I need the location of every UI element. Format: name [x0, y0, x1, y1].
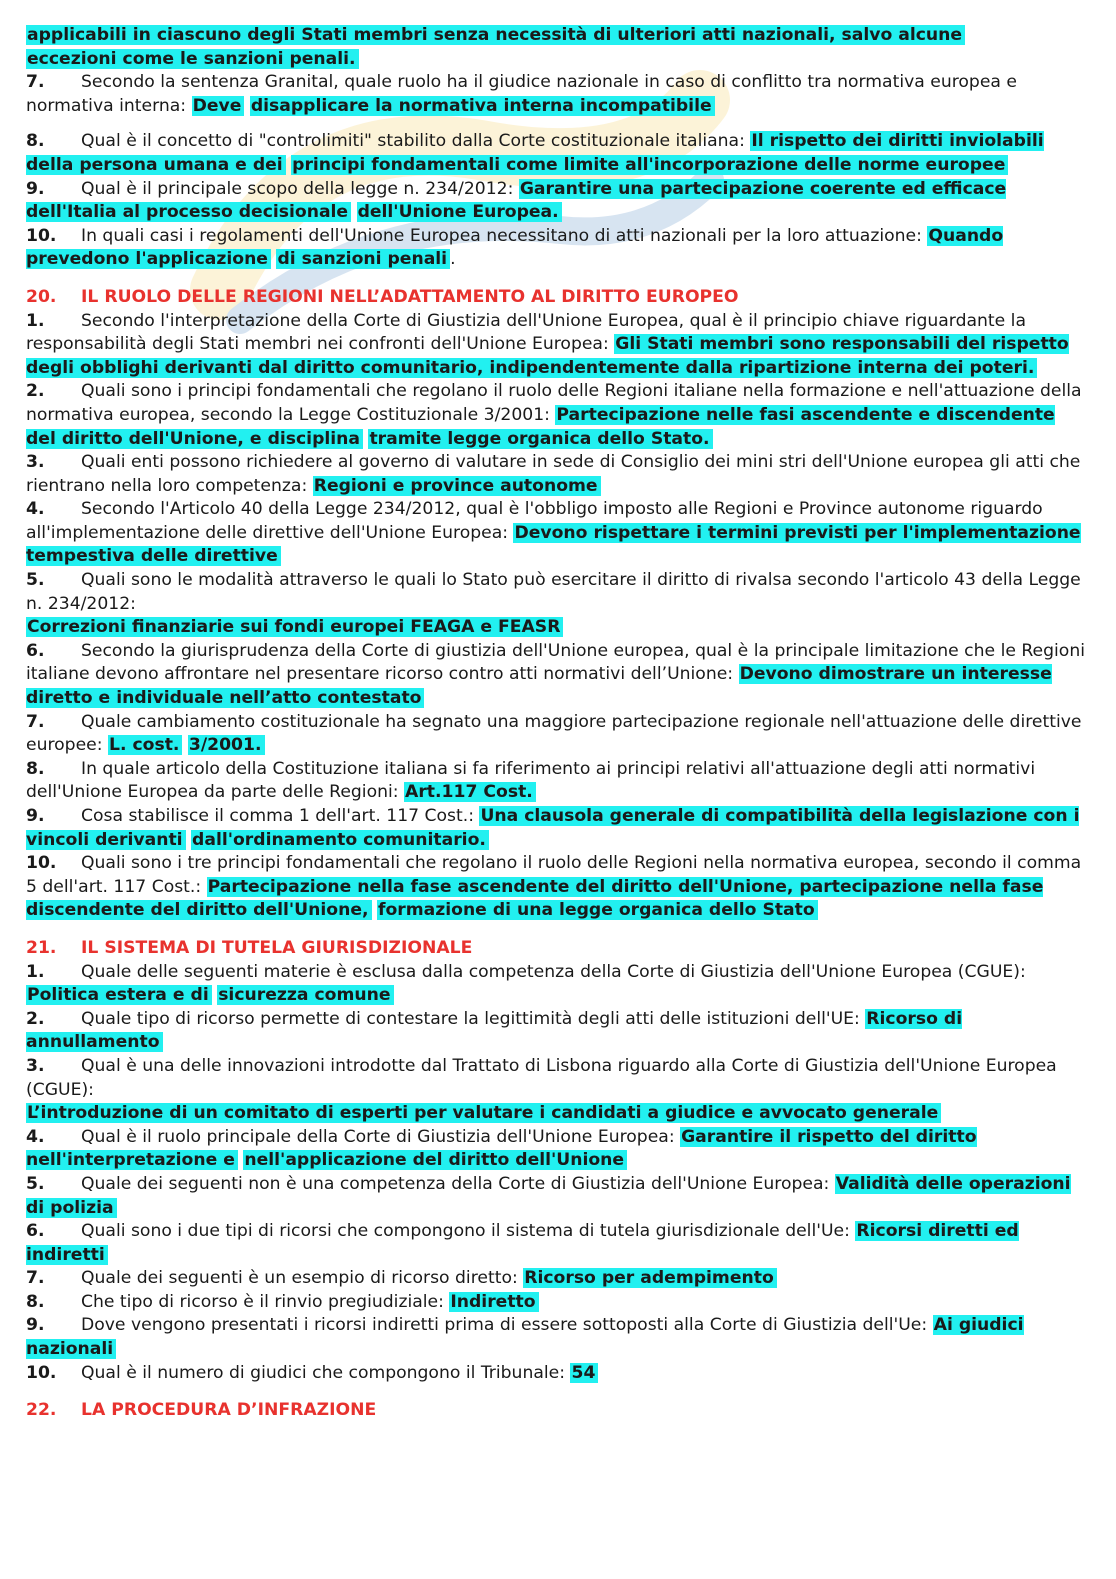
question-number: 7.	[26, 72, 45, 93]
answer-highlight: L. cost.	[108, 735, 182, 755]
question-text: In quali casi i regolamenti dell'Unione Europea necessitano di atti nazionali per la loro attuazione:	[81, 225, 928, 246]
answer-highlight: Il rispetto dei diritti inviolabili della persona umana e dei	[26, 131, 1044, 175]
question-number: 4.	[26, 499, 45, 520]
question-number: 6.	[26, 640, 45, 661]
section-number: 20.	[26, 286, 57, 307]
question-text: Che tipo di ricorso è il rinvio pregiudiziale:	[81, 1291, 450, 1312]
answer-highlight: disapplicare la normativa interna incompatibile	[250, 96, 715, 116]
question-item	[26, 805, 1090, 852]
question-item	[26, 498, 1090, 569]
section-title-20	[26, 286, 1090, 310]
answer-tail: .	[450, 249, 456, 270]
section-title-text: LA PROCEDURA D’INFRAZIONE	[81, 1400, 377, 1421]
answer-highlight: 3/2001.	[188, 735, 265, 755]
question-number: 8.	[26, 758, 45, 779]
question-number: 1.	[26, 961, 45, 982]
question-item	[26, 640, 1090, 711]
answer-highlight: Una clausola generale di compatibilità della legislazione con i vincoli derivanti	[26, 806, 1080, 850]
question-item	[26, 1126, 1090, 1173]
answer-highlight: dell'Unione Europea.	[357, 202, 562, 222]
question-text: Quale delle seguenti materie è esclusa dalla competenza della Corte di Giustizia dell'Unione Europea (CGUE):	[81, 961, 1026, 982]
question-item	[26, 71, 1090, 118]
question-text: Quali sono i due tipi di ricorsi che compongono il sistema di tutela giurisdizionale dell'Ue:	[81, 1221, 856, 1242]
answer-highlight: dall'ordinamento comunitario.	[191, 830, 489, 850]
question-item	[26, 1362, 1090, 1386]
question-text: Quali enti possono richiedere al governo di valutare in sede di Consiglio dei mini stri dell'Unione europea gli atti che rientrano nella loro competenza:	[26, 452, 1081, 496]
answer-highlight: Gli Stati membri sono responsabili del rispetto degli obblighi derivanti dal diritto comunitario, indipendentemente dalla ripartizione interna dei poteri.	[26, 334, 1069, 378]
question-number: 1.	[26, 310, 45, 331]
question-number: 3.	[26, 1055, 45, 1076]
question-text: Qual è il numero di giudici che compongono il Tribunale:	[81, 1362, 571, 1383]
answer-highlight: formazione di una legge organica dello Stato	[377, 900, 818, 920]
question-number: 2.	[26, 381, 45, 402]
section-title-21	[26, 937, 1090, 961]
question-number: 8.	[26, 131, 45, 152]
question-number: 5.	[26, 570, 45, 591]
answer-highlight: Validità delle operazioni di polizia	[26, 1173, 1071, 1218]
question-number: 10.	[26, 1362, 57, 1383]
answer-highlight: Garantire il rispetto del diritto nell'interpretazione e	[26, 1126, 977, 1171]
answer-highlight: Regioni e province autonome	[313, 476, 601, 496]
question-item	[26, 1267, 1090, 1291]
question-text: Quale dei seguenti è un esempio di ricorso diretto:	[81, 1268, 524, 1289]
question-text: Qual è il ruolo principale della Corte di Giustizia dell'Unione Europea:	[81, 1126, 681, 1147]
question-number: 6.	[26, 1221, 45, 1242]
question-text: In quale articolo della Costituzione italiana si fa riferimento ai principi relativi all'attuazione degli atti normativi dell'Unione Europea da parte delle Regioni:	[26, 758, 1036, 803]
answer-highlight: Ai giudici nazionali	[26, 1315, 1024, 1360]
question-number: 10.	[26, 225, 57, 246]
question-text: Quale cambiamento costituzionale ha segnato una maggiore partecipazione regionale nell'attuazione delle direttive europee:	[26, 711, 1082, 756]
question-item	[26, 961, 1090, 1008]
section-title-text: IL SISTEMA DI TUTELA GIURISDIZIONALE	[81, 937, 473, 958]
answer-highlight: Quando prevedono l'applicazione	[26, 225, 1004, 270]
question-number: 7.	[26, 711, 45, 732]
question-item	[26, 130, 1090, 177]
question-item	[26, 852, 1090, 923]
question-item	[26, 1055, 1090, 1126]
question-number: 3.	[26, 452, 45, 473]
question-text: Quali sono i principi fondamentali che regolano il ruolo delle Regioni italiane nella formazione e nell'attuazione della normativa europea, secondo la Legge Costituzionale 3/2001:	[26, 381, 1082, 425]
question-number: 4.	[26, 1126, 45, 1147]
question-item	[26, 758, 1090, 805]
question-text: Quale tipo di ricorso permette di contestare la legittimità degli atti delle istituzioni dell'UE:	[81, 1008, 866, 1029]
answer-highlight: Indiretto	[449, 1292, 538, 1312]
section-title-text: IL RUOLO DELLE REGIONI NELL’ADATTAMENTO AL DIRITTO EUROPEO	[81, 286, 739, 307]
question-number: 10.	[26, 853, 57, 874]
question-text: Dove vengono presentati i ricorsi indiretti prima di essere sottoposti alla Corte di Giustizia dell'Ue:	[81, 1315, 933, 1336]
answer-highlight: Partecipazione nelle fasi ascendente e discendente del diritto dell'Unione, e disciplina	[26, 404, 1055, 449]
question-number: 9.	[26, 178, 45, 199]
answer-highlight: tramite legge organica dello Stato.	[368, 429, 712, 449]
section-number: 22.	[26, 1400, 57, 1421]
answer-highlight: Art.117 Cost.	[404, 782, 536, 802]
question-number: 9.	[26, 806, 45, 826]
question-item	[26, 225, 1090, 272]
intro-highlight-2: eccezioni come le sanzioni penali.	[26, 49, 359, 69]
question-item	[26, 451, 1090, 498]
document-page	[26, 24, 1090, 1423]
answer-highlight: L’introduzione di un comitato di esperti per valutare i candidati a giudice e avvocato generale	[26, 1103, 941, 1123]
answer-highlight: Partecipazione nella fase ascendente del diritto dell'Unione, partecipazione nella fase discendente del diritto dell'Unione,	[26, 876, 1044, 921]
section-title-22	[26, 1399, 1090, 1423]
question-item	[26, 1220, 1090, 1267]
question-text: Quali sono le modalità attraverso le quali lo Stato può esercitare il diritto di rivalsa secondo l'articolo 43 della Legge n. 234/2012:	[26, 570, 1081, 614]
answer-highlight: Politica estera e di	[26, 985, 212, 1005]
question-item	[26, 1291, 1090, 1315]
question-number: 2.	[26, 1008, 45, 1029]
answer-highlight: Ricorso di annullamento	[26, 1008, 963, 1053]
question-text: Quali sono i tre principi fondamentali che regolano il ruolo delle Regioni nella normativa europea, secondo il comma 5 dell'art. 117 Cost.:	[26, 853, 1082, 897]
question-text: Qual è il principale scopo della legge n. 234/2012:	[81, 178, 519, 199]
question-item	[26, 380, 1090, 451]
answer-highlight: Garantire una partecipazione coerente ed efficace dell'Italia al processo decisionale	[26, 178, 1007, 223]
question-text: Secondo la sentenza Granital, quale ruolo ha il giudice nazionale in caso di conflitto tra normativa europea e normativa interna:	[26, 72, 1017, 116]
answer-highlight: principi fondamentali come limite all'incorporazione delle norme europee	[291, 155, 1008, 175]
question-text: Secondo l'interpretazione della Corte di Giustizia dell'Unione Europea, qual è il principio chiave riguardante la responsabilità degli Stati membri nei confronti dell'Unione Europea:	[26, 310, 1026, 355]
answer-highlight: Devono dimostrare un interesse diretto e individuale nell’atto contestato	[26, 664, 1052, 709]
answer-highlight: sicurezza comune	[217, 985, 393, 1005]
question-item	[26, 310, 1090, 381]
question-text: Qual è una delle innovazioni introdotte dal Trattato di Lisbona riguardo alla Corte di Giustizia dell'Unione Europea (CGUE):	[26, 1055, 1057, 1100]
question-text: Qual è il concetto di "controlimiti" stabilito dalla Corte costituzionale italiana:	[81, 131, 751, 152]
answer-highlight: Devono rispettare i termini previsti per l'implementazione tempestiva delle direttive	[26, 522, 1081, 567]
question-text: Cosa stabilisce il comma 1 dell'art. 117 Cost.:	[81, 806, 480, 826]
question-number: 9.	[26, 1315, 45, 1336]
question-number: 8.	[26, 1291, 45, 1312]
question-number: 7.	[26, 1268, 45, 1289]
question-item	[26, 1008, 1090, 1055]
question-item	[26, 711, 1090, 758]
intro-paragraph	[26, 24, 1090, 71]
intro-highlight-1: applicabili in ciascuno degli Stati membri senza necessità di ulteriori atti nazionali, salvo alcune	[26, 25, 965, 45]
question-item	[26, 1173, 1090, 1220]
question-item	[26, 1314, 1090, 1361]
answer-highlight: Ricorsi diretti ed indiretti	[26, 1221, 1019, 1265]
question-text: Quale dei seguenti non è una competenza della Corte di Giustizia dell'Unione Europea:	[81, 1173, 835, 1194]
answer-highlight: di sanzioni penali	[276, 249, 450, 269]
question-number: 5.	[26, 1173, 45, 1194]
question-text: Secondo l'Articolo 40 della Legge 234/2012, qual è l'obbligo imposto alle Regioni e Province autonome riguardo all'implementazione delle direttive dell'Unione Europea:	[26, 499, 1043, 543]
answer-highlight: Ricorso per adempimento	[523, 1268, 777, 1288]
section-number: 21.	[26, 937, 57, 958]
answer-highlight: 54	[570, 1363, 598, 1383]
answer-highlight: Correzioni finanziarie sui fondi europei FEAGA e FEASR	[26, 617, 563, 637]
answer-highlight: nell'applicazione del diritto dell'Unione	[243, 1150, 627, 1170]
question-text: Secondo la giurisprudenza della Corte di giustizia dell'Unione europea, qual è la principale limitazione che le Regioni italiane devono affrontare nel presentare ricorso contro atti normativi dell’Unione:	[26, 640, 1085, 685]
answer-highlight: Deve	[192, 96, 245, 116]
question-item	[26, 569, 1090, 640]
question-item	[26, 178, 1090, 225]
